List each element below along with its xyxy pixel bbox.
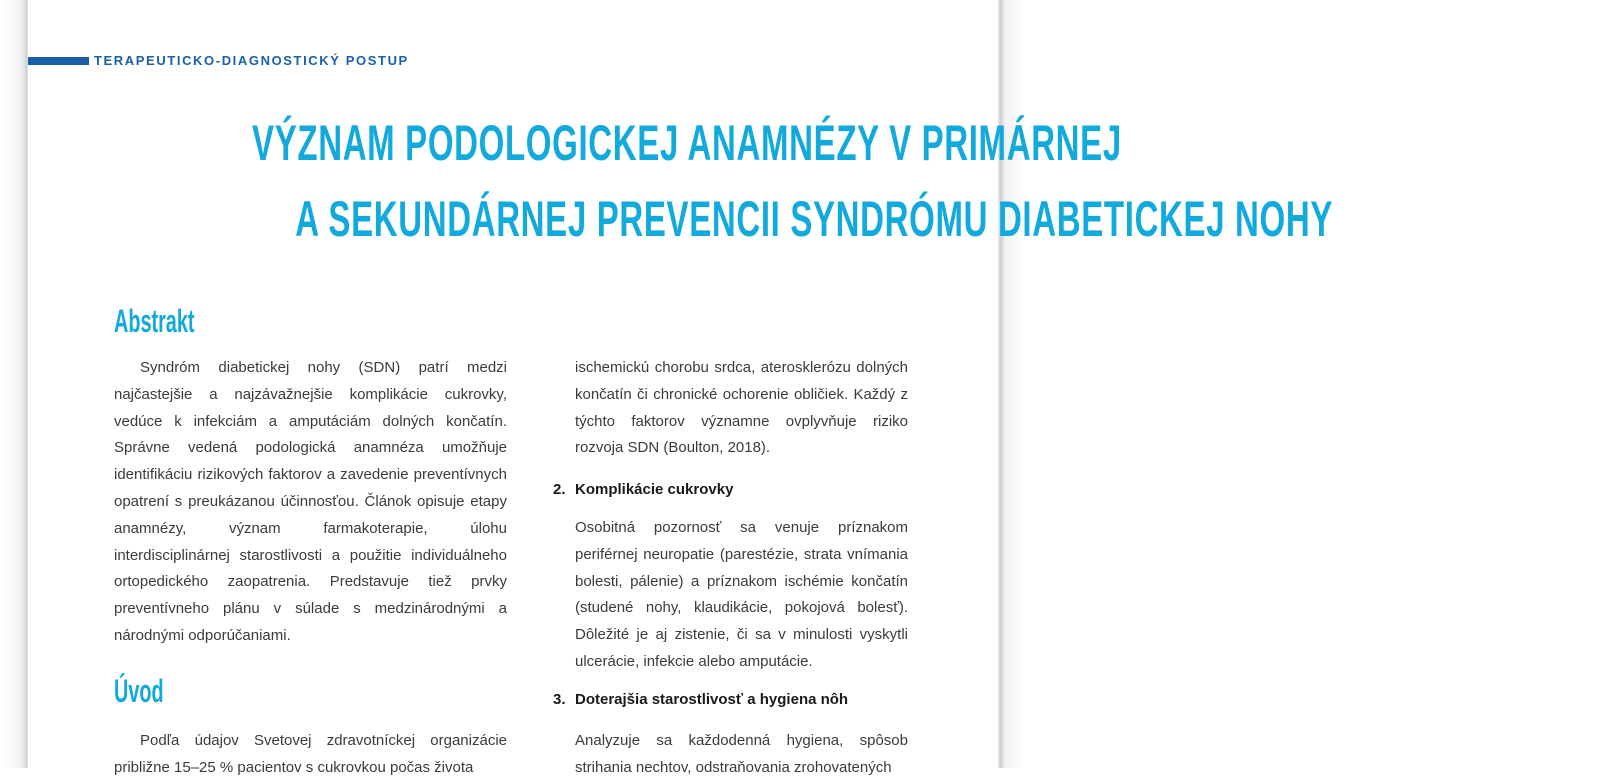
intro-heading: Úvod [114,673,164,709]
item-2-title: Komplikácie cukrovky [575,481,734,498]
title-line-1: VÝZNAM PODOLOGICKEJ ANAMNÉZY V PRIMÁRNEJ [252,115,1122,171]
item-3-text: Analyzuje sa každodenná hygiena, spôsob strihania nechtov, odstraňovania zrohovatených [575,732,908,776]
intro-text: Podľa údajov Svetovej zdravotníckej organizácie približne 15–25 % pacientov s cukrovkou počas života [114,732,507,776]
item-3-heading [553,691,848,708]
document-page [28,0,1334,776]
page-edge-left [0,0,28,768]
section-marker-bar [28,57,89,65]
item-2-text: Osobitná pozornosť sa venuje príznakom periférnej neuropatie (parestézie, strata vnímania bolesti, pálenie) a príznakom ischémie končatín (studené nohy, klaudikácie, pokojová bolesť). Dôležité je aj zistenie, či sa v minulosti vyskytli ulcerácie, infekcie alebo amputácie. [575,519,908,670]
item-2-number: 2. [553,481,566,498]
abstract-heading: Abstrakt [114,303,195,339]
abstract-text: Syndróm diabetickej nohy (SDN) patrí medzi najčastejšie a najzávažnejšie komplikácie cukrovky, vedúce k infekciám a amputáciám dolných končatín. Správne vedená podologická anamnéza umožňuje identifikáciu rizikových faktorov a zavedenie preventívnych opatrení s preukázanou účinnosťou. Článok opisuje etapy anamnézy, význam farmakoterapie, úlohu interdisciplinárnej starostlivosti a použitie individuálneho ortopedického zaopatrenia. Predstavuje tiež prvky preventívneho plánu v súlade s medzinárodnými a národnými odporúčaniami. [114,359,507,644]
item-3-title: Doterajšia starostlivosť a hygiena nôh [575,691,849,708]
article-title [28,115,1334,270]
item-2-heading [553,481,733,498]
title-line-2: A SEKUNDÁRNEJ PREVENCII SYNDRÓMU DIABETICKEJ NOHY [295,191,1334,247]
section-label: TERAPEUTICKO-DIAGNOSTICKÝ POSTUP [94,53,409,68]
item-3-number: 3. [553,691,566,708]
right-column-continuation: ischemickú chorobu srdca, aterosklerózu dolných končatín či chronické ochorenie obličiek. Každý z týchto faktorov významne ovplyvňuje riziko rozvoja SDN (Boulton, 2018). [575,359,908,457]
